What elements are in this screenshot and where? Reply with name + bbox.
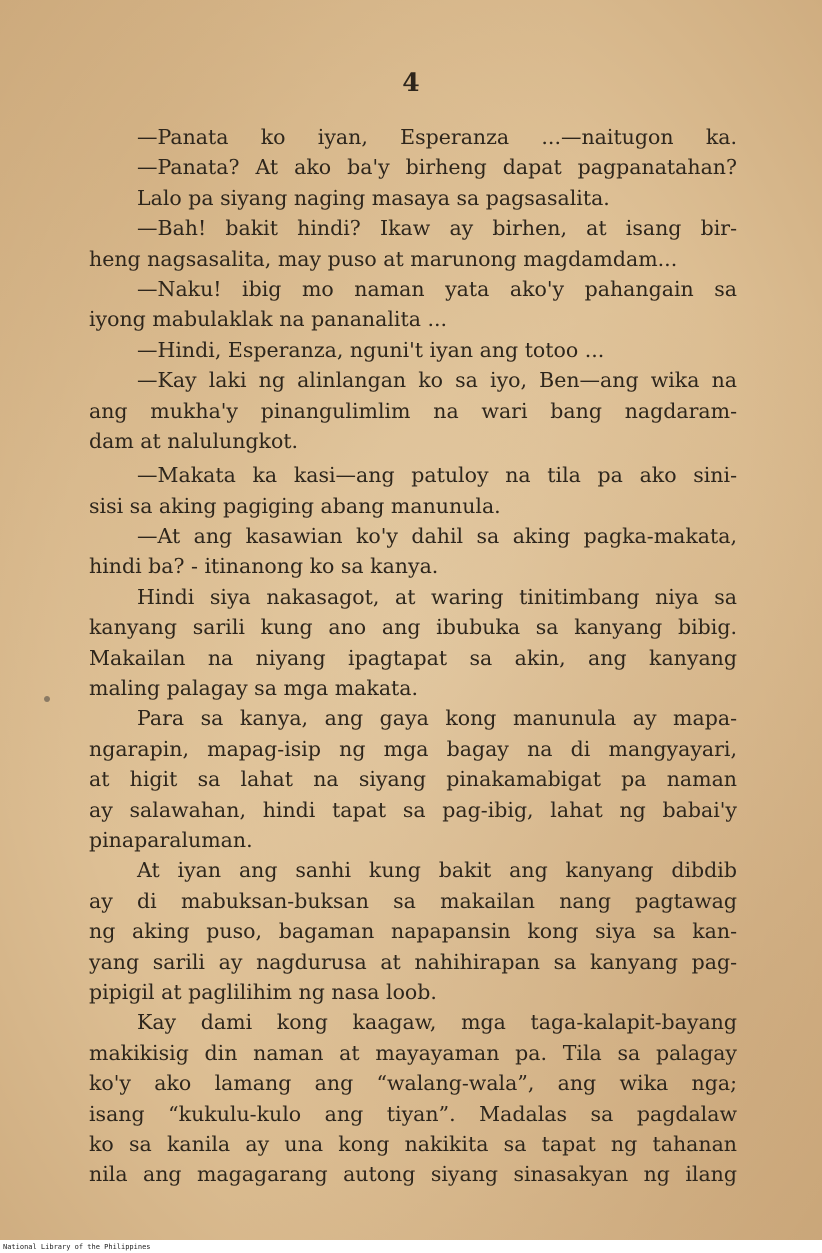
text-line: —At ang kasawian ko'y dahil sa aking pagka-makata, <box>137 524 737 549</box>
text-line: —Panata ko iyan, Esperanza ...—naitugon ka. <box>137 125 737 149</box>
text-line: Kay dami kong kaagaw, mga taga-kalapit-bayang <box>137 1010 737 1035</box>
text-line: At iyan ang sanhi kung bakit ang kanyang dibdib <box>137 858 737 883</box>
text-line: hindi ba? - itinanong ko sa kanya. <box>89 554 439 579</box>
text-line: isang “kukulu-kulo ang tiyan”. Madalas sa pagdalaw <box>89 1101 737 1126</box>
text-line: sisi sa aking pagiging abang manunula. <box>89 493 501 518</box>
text-line: pinaparaluman. <box>89 827 253 852</box>
text-line: ko sa kanila ay una kong nakikita sa tapat ng tahanan <box>89 1131 737 1156</box>
text-line: Lalo pa siyang naging masaya sa pagsasalita. <box>137 185 610 210</box>
text-line: dam at nalulungkot. <box>89 428 299 453</box>
text-line: ko'y ako lamang ang “walang-wala”, ang wika nga; <box>89 1071 737 1096</box>
text-line: at higit sa lahat na siyang pinakamabigat pa naman <box>89 767 737 792</box>
text-line: —Panata? At ako ba'y birheng dapat pagpanatahan? <box>137 155 737 180</box>
body-text <box>89 122 737 1190</box>
text-line: ng aking puso, bagaman napapansin kong siya sa kan- <box>89 919 737 944</box>
text-line: ang mukha'y pinangulimlim na wari bang nagdaram- <box>89 398 737 423</box>
text-line: heng nagsasalita, may puso at marunong magdamdam... <box>89 246 678 271</box>
text-line: —Makata ka kasi—ang patuloy na tila pa ako sini- <box>137 463 737 488</box>
text-line: —Hindi, Esperanza, nguni't iyan ang totoo ... <box>137 337 605 362</box>
text-line: ngarapin, mapag-isip ng mga bagay na di mangyayari, <box>89 736 737 761</box>
text-line: Para sa kanya, ang gaya kong manunula ay mapa- <box>137 706 737 731</box>
text-line: iyong mabulaklak na pananalita ... <box>89 307 447 332</box>
page-number: 4 <box>402 68 420 97</box>
text-line: pipigil at paglilihim ng nasa loob. <box>89 979 437 1004</box>
text-line: ay salawahan, hindi tapat sa pag-ibig, lahat ng babai'y <box>89 797 737 822</box>
text-line: —Bah! bakit hindi? Ikaw ay birhen, at isang bir- <box>137 216 737 241</box>
footer-label: National Library of the Philippines <box>3 1243 151 1251</box>
text-line: Hindi siya nakasagot, at waring tinitimbang niya sa <box>137 584 737 609</box>
text-line: ay di mabuksan-buksan sa makailan nang pagtawag <box>89 888 737 913</box>
text-line: kanyang sarili kung ano ang ibubuka sa kanyang bibig. <box>89 615 737 640</box>
ink-speck <box>44 696 50 702</box>
text-line: —Kay laki ng alinlangan ko sa iyo, Ben—ang wika na <box>137 368 737 393</box>
text-line: yang sarili ay nagdurusa at nahihirapan sa kanyang pag- <box>89 949 737 974</box>
text-line: maling palagay sa mga makata. <box>89 676 419 701</box>
text-line: —Naku! ibig mo naman yata ako'y pahangain sa <box>137 276 737 301</box>
text-line: Makailan na niyang ipagtapat sa akin, ang kanyang <box>89 645 737 670</box>
text-line: makikisig din naman at mayayaman pa. Tila sa palagay <box>89 1040 737 1065</box>
text-line: nila ang magagarang autong siyang sinasakyan ng ilang <box>89 1162 737 1187</box>
